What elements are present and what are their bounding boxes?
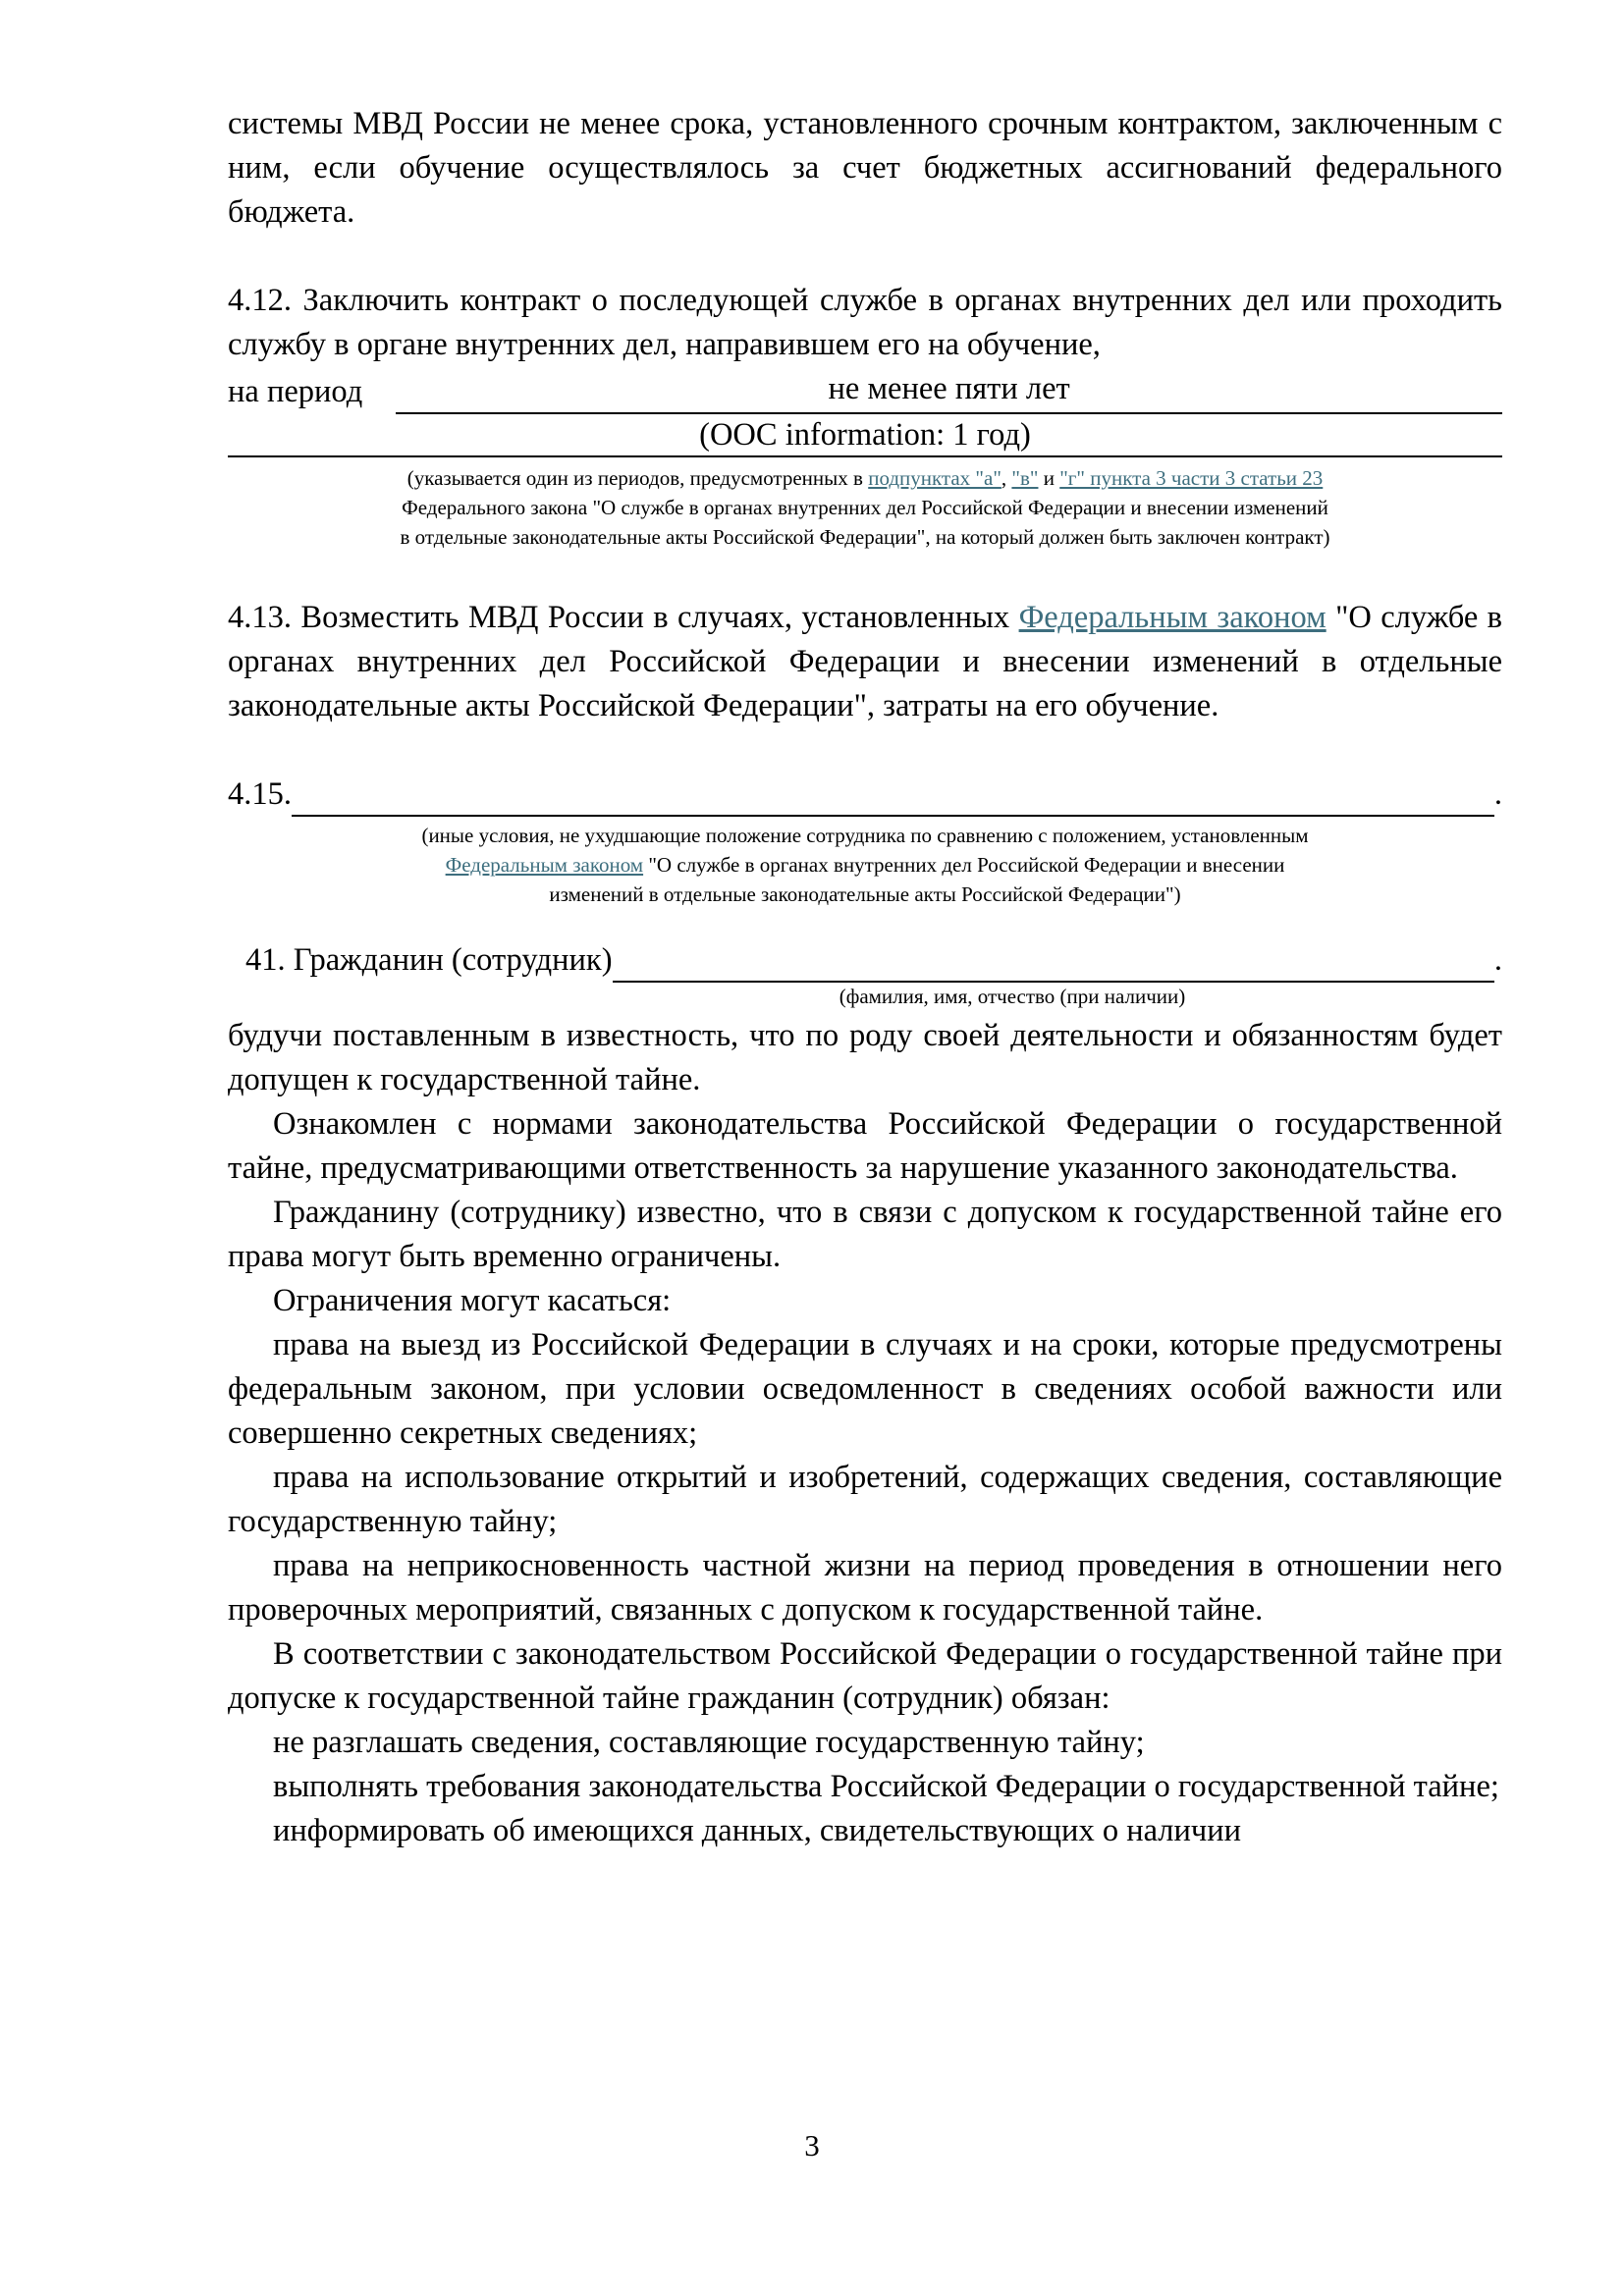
spacer	[228, 552, 1502, 596]
clause-4-15-note-line1: (иные условия, не ухудшающие положение сотрудника по сравнению с положением, установленным	[421, 824, 1309, 847]
body-paragraph-3: Ограничения могут касаться:	[273, 1283, 672, 1318]
clause-4-15-number: 4.15.	[228, 776, 292, 812]
body-paragraph-6: права на неприкосновенность частной жизни на период проведения в отношении него проверочных мероприятий, связанных с допуском к государственной тайне.	[228, 1548, 1502, 1628]
body-paragraph-5: права на использование открытий и изобретений, содержащих сведения, составляющие государственную тайну;	[228, 1460, 1502, 1539]
clause-4-15-blank-line[interactable]	[292, 781, 1494, 817]
clause-41-name-blank-line[interactable]	[613, 947, 1494, 983]
note-link-subparagraph-v[interactable]: "в"	[1011, 466, 1039, 490]
clause-4-13-link-federal-law[interactable]: Федеральным законом	[1018, 600, 1326, 635]
period-fill-value[interactable]: не менее пяти лет	[396, 367, 1502, 414]
clause-4-12-note-line3: в отдельные законодательные акты Российской Федерации", на который должен быть заключен контракт)	[400, 525, 1330, 549]
body-paragraph-8: не разглашать сведения, составляющие государственную тайну;	[273, 1725, 1145, 1760]
clause-4-13-pre: 4.13. Возместить МВД России в случаях, установленных	[228, 600, 1019, 635]
clause-4-12-note-line1	[228, 463, 1502, 493]
spacer	[228, 728, 1502, 773]
spacer	[228, 909, 1502, 938]
note-sep-2: и	[1038, 466, 1060, 490]
note-text-pre: (указывается один из периодов, предусмотренных в	[406, 466, 869, 490]
clause-41-trailing-period: .	[1493, 942, 1502, 978]
page-content	[228, 102, 1502, 1853]
body-paragraph-10: информировать об имеющихся данных, свидетельствующих о наличии	[273, 1813, 1242, 1848]
spacer	[228, 235, 1502, 279]
period-label: на период	[228, 374, 363, 409]
clause-4-12-subvalue[interactable]: (OOC information: 1 год)	[699, 417, 1031, 453]
clause-4-15-note-line3: изменений в отдельные законодательные акты Российской Федерации")	[549, 882, 1181, 906]
clause-4-12-text: 4.12. Заключить контракт о последующей службе в органах внутренних дел или проходить службу в органе внутренних дел, направившем его на обучение,	[228, 283, 1502, 362]
clause-4-12-period-row	[228, 367, 1502, 414]
clause-4-13	[228, 596, 1502, 728]
clause-4-13-post: "О службе в органах внутренних дел Российской Федерации и внесении изменений в отдельные законодательные акты Российской Федерации", затраты на его обучение.	[228, 600, 1503, 723]
note-link-subparagraph-g[interactable]: "г" пункта 3 части 3 статьи 23	[1059, 466, 1324, 490]
clause-4-15-note-link-federal-law[interactable]: Федеральным законом	[445, 853, 644, 877]
paragraph-continued-top: системы МВД России не менее срока, установленного срочным контрактом, заключенным с ним, если обучение осуществлялось за счет бюджетных ассигнований федерального бюджета.	[228, 106, 1502, 230]
clause-41-label: 41. Гражданин (сотрудник)	[245, 942, 613, 978]
body-paragraph-4: права на выезд из Российской Федерации в случаях и на сроки, которые предусмотрены федеральным законом, при условии осведомленност в сведениях особой важности или совершенно секретных сведениях;	[228, 1327, 1502, 1451]
page-number: 3	[804, 2128, 820, 2163]
note-sep-1: ,	[1001, 466, 1012, 490]
body-paragraph-1: Ознакомлен с нормами законодательства Российской Федерации о государственной тайне, предусматривающими ответственность за нарушение указанного законодательства.	[228, 1106, 1502, 1186]
clause-41-row	[228, 938, 1502, 983]
note-link-subparagraph-a[interactable]: подпунктах "а"	[868, 466, 1001, 490]
body-paragraph-0: будучи поставленным в известность, что по роду своей деятельности и обязанностям будет допущен к государственной тайне.	[228, 1018, 1502, 1097]
clause-4-15-row	[228, 773, 1502, 817]
clause-4-15-note-line2	[228, 850, 1502, 880]
clause-4-12-note-line2: Федерального закона "О службе в органах внутренних дел Российской Федерации и внесении изменений	[402, 496, 1328, 519]
body-paragraph-2: Гражданину (сотруднику) известно, что в связи с допуском к государственной тайне его права могут быть временно ограничены.	[228, 1195, 1502, 1274]
body-paragraph-9: выполнять требования законодательства Российской Федерации о государственной тайне;	[273, 1769, 1499, 1804]
clause-41-caption: (фамилия, имя, отчество (при наличии)	[839, 985, 1186, 1008]
body-paragraph-7: В соответствии с законодательством Российской Федерации о государственной тайне при допуске к государственной тайне гражданин (сотрудник) обязан:	[228, 1636, 1502, 1716]
clause-4-15-note-post: "О службе в органах внутренних дел Российской Федерации и внесении	[643, 853, 1285, 877]
clause-4-15-trailing-period: .	[1493, 776, 1502, 812]
